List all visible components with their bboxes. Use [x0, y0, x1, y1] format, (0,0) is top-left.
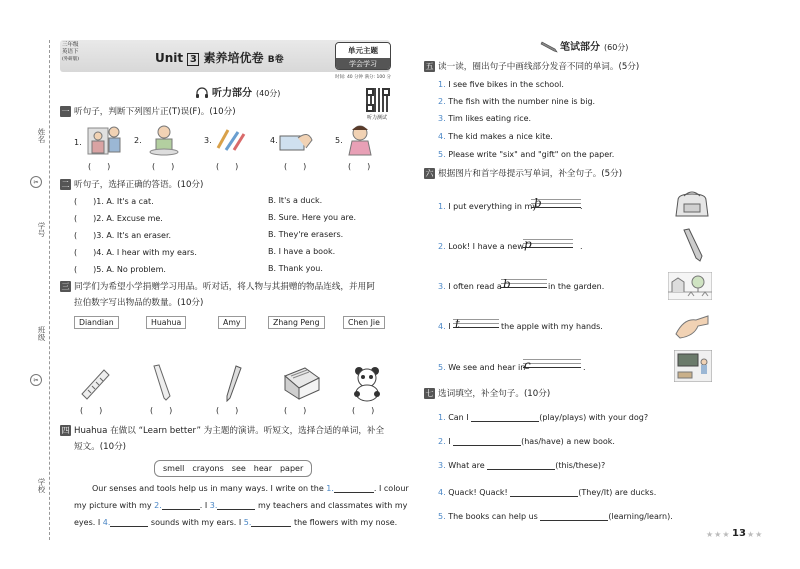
page-stars: ★★★: [706, 530, 731, 539]
q1-picture-boy-eating: [146, 124, 182, 160]
q1-num-1: 1.: [74, 138, 82, 147]
q2-item-1-a[interactable]: ( )1. A. It's a cat.: [74, 197, 154, 206]
q2-item-1-b: B. It's a duck.: [268, 196, 323, 205]
q3-name-diandian[interactable]: Diandian: [74, 316, 119, 329]
q1-picture-children-reading: [86, 124, 126, 160]
q2-title: 二 听句子，选择正确的答语。(10分): [61, 180, 204, 190]
q2-item-3-b: B. They're erasers.: [268, 230, 344, 239]
q3-count-2[interactable]: ( ): [150, 406, 173, 415]
q7-blank-2[interactable]: [453, 445, 521, 446]
q2-item-5-b: B. Thank you.: [268, 264, 323, 273]
q1-answer-1[interactable]: ( ): [88, 162, 111, 171]
cut-mark: ✂: [30, 374, 42, 386]
q3-count-3[interactable]: ( ): [216, 406, 239, 415]
q1-answer-2[interactable]: ( ): [152, 162, 175, 171]
side-label-class: 班级: [37, 326, 46, 341]
q7-item-5: 5. The books can help us (learning/learn).: [438, 512, 673, 521]
q6-item-5-writing-lines[interactable]: [523, 356, 581, 370]
q4-passage-line2: my picture with my 2. . I 3. my teachers and classmates with my: [74, 501, 408, 510]
q5-item-5[interactable]: 5. Please write "six" and "gift" on the paper.: [438, 150, 615, 159]
q6-item-3-end: in the garden.: [548, 282, 605, 291]
q5-item-3[interactable]: 3. Tim likes eating rice.: [438, 114, 532, 123]
q4-blank-4[interactable]: [110, 526, 148, 527]
q6-item-4-end: the apple with my hands.: [501, 322, 603, 331]
q2-item-3-a[interactable]: ( )3. A. It's an eraser.: [74, 231, 172, 240]
q5-title: 五 读一读，圈出句子中画线部分发音不同的单词。(5分): [425, 62, 640, 72]
listening-heading: 听力部分 (40分): [212, 88, 281, 99]
q4-title-line1: 四 Huahua 在做以 “Learn better” 为主题的演讲。听短文，选择合适的单词，补全: [61, 426, 385, 436]
q6-bag-picture: [672, 190, 712, 224]
q7-item-3: 3. What are (this/these)?: [438, 461, 606, 470]
q1-num-3: 3.: [204, 136, 212, 145]
q3-name-amy[interactable]: Amy: [218, 316, 246, 329]
q2-item-2-b: B. Sure. Here you are.: [268, 213, 357, 222]
q3-books-picture: [283, 366, 321, 404]
q3-pen-picture: [222, 364, 244, 406]
q6-item-4-text: 4. I: [438, 322, 451, 331]
q3-name-chen-jie[interactable]: Chen Jie: [343, 316, 385, 329]
q3-name-huahua[interactable]: Huahua: [146, 316, 186, 329]
q6-hand-picture: [674, 312, 710, 344]
q6-garden-picture: [668, 272, 712, 304]
q6-item-2-end: .: [580, 242, 583, 251]
q6-item-5-hint: c: [524, 358, 531, 372]
binding-line: [49, 40, 50, 540]
q5-item-2[interactable]: 2. The fish with the number nine is big.: [438, 97, 596, 106]
q6-item-5-end: .: [583, 363, 586, 372]
q4-blank-3[interactable]: [217, 509, 255, 510]
q1-picture-girl: [346, 124, 374, 160]
q1-picture-pencils: [214, 126, 248, 158]
q7-item-4: 4. Quack! Quack! (They/It) are ducks.: [438, 488, 657, 497]
q7-blank-5[interactable]: [540, 520, 608, 521]
q3-name-zhang-peng[interactable]: Zhang Peng: [268, 316, 325, 329]
q7-item-2: 2. I (has/have) a new book.: [438, 437, 615, 446]
q1-title: 一 听句子，判断下列图片正(T)误(F)。(10分): [61, 107, 236, 117]
q1-picture-hand-book: [278, 126, 314, 158]
q2-item-5-a[interactable]: ( )5. A. No problem.: [74, 265, 166, 274]
q3-pencil-picture: [148, 364, 174, 406]
q4-blank-2[interactable]: [162, 509, 200, 510]
q6-item-4-hint: t: [455, 317, 460, 331]
q6-pen-picture: [680, 228, 706, 266]
q1-num-4: 4.: [270, 136, 278, 145]
q7-item-1: 1. Can I (play/plays) with your dog?: [438, 413, 649, 422]
q5-item-4[interactable]: 4. The kid makes a nice kite.: [438, 132, 553, 141]
side-label-school: 学校: [37, 478, 46, 493]
q4-blank-5[interactable]: [251, 526, 291, 527]
q6-item-1-hint: b: [534, 196, 542, 210]
page-title: Unit 3 素养培优卷 B卷: [155, 51, 284, 65]
q1-num-5: 5.: [335, 136, 343, 145]
qr-code[interactable]: [366, 88, 390, 112]
q7-blank-4[interactable]: [510, 496, 578, 497]
page-number: 13: [732, 528, 746, 539]
q3-count-1[interactable]: ( ): [80, 406, 103, 415]
q6-item-3-text: 3. I often read a: [438, 282, 502, 291]
q3-title-line1: 三 同学们为希望小学捐赠学习用品。听对话，将人物与其捐赠的物品连线，并用阿: [61, 282, 375, 292]
q3-ruler-picture: [78, 366, 112, 404]
q3-panda-toy-picture: [350, 364, 384, 406]
q6-title: 六 根据图片和首字母提示写单词，补全句子。(5分): [425, 169, 623, 179]
q6-item-1-end: .: [580, 202, 583, 211]
q3-count-5[interactable]: ( ): [352, 406, 375, 415]
q7-title: 七 选词填空，补全句子。(10分): [425, 389, 551, 399]
q7-blank-3[interactable]: [487, 469, 555, 470]
q6-item-2-hint: p: [524, 237, 532, 251]
q1-answer-5[interactable]: ( ): [348, 162, 371, 171]
page-stars-right: ★★: [747, 530, 764, 539]
cut-mark: ✂: [30, 176, 42, 188]
grade-box: 三年级 英语下 (外研版): [62, 42, 80, 62]
q2-item-4-b: B. I have a book.: [268, 247, 336, 256]
q5-item-1[interactable]: 1. I see five bikes in the school.: [438, 80, 564, 89]
q6-item-2-text: 2. Look! I have a new: [438, 242, 524, 251]
unit-theme-tag: 单元主题 学会学习: [335, 42, 391, 70]
q4-word-bank: smell crayons see hear paper: [154, 460, 312, 477]
q6-item-1-text: 1. I put everything in my: [438, 202, 538, 211]
q4-title-line2: 短文。(10分): [74, 442, 127, 452]
q4-blank-1[interactable]: [334, 492, 374, 493]
side-label-id: 学号: [37, 222, 46, 237]
q2-item-2-a[interactable]: ( )2. A. Excuse me.: [74, 214, 163, 223]
q7-blank-1[interactable]: [471, 421, 539, 422]
q6-classroom-picture: [674, 350, 712, 386]
q6-item-5-text: 5. We see and hear in: [438, 363, 526, 372]
q1-answer-3[interactable]: ( ): [216, 162, 239, 171]
qr-label: 听力测试: [367, 115, 388, 121]
q1-num-2: 2.: [134, 136, 142, 145]
writing-heading: 笔试部分 (60分): [560, 42, 629, 53]
side-label-name: 姓名: [37, 128, 46, 143]
q3-count-4[interactable]: ( ): [284, 406, 307, 415]
q2-item-4-a[interactable]: ( )4. A. I hear with my ears.: [74, 248, 197, 257]
q4-passage-line3: eyes. I 4. sounds with my ears. I 5. the flowers with my nose.: [74, 518, 398, 527]
q3-title-line2: 拉伯数字写出物品的数量。(10分): [74, 298, 204, 308]
q4-passage-line1: Our senses and tools help us in many ways. I write on the 1. . I colour: [92, 484, 409, 493]
q1-answer-4[interactable]: ( ): [284, 162, 307, 171]
time-score: 时间: 40 分钟 满分: 100 分: [335, 75, 391, 80]
pencil-icon: [540, 38, 558, 57]
q6-item-3-hint: b: [503, 277, 511, 291]
headphone-icon: [195, 84, 209, 103]
